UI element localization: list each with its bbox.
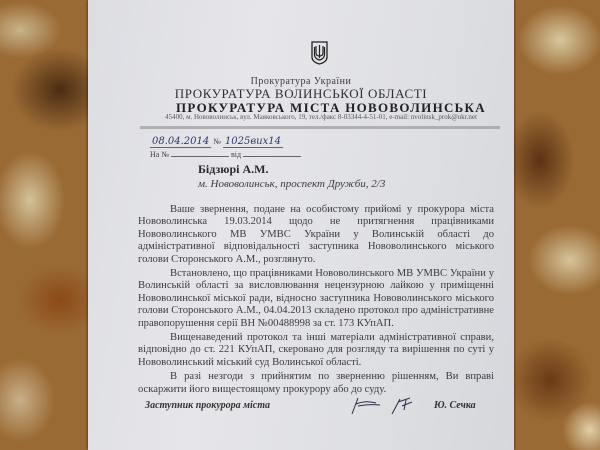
letterhead-divider	[140, 126, 500, 129]
recipient-name: Бідзюрі А.М.	[198, 162, 269, 176]
letterhead-line-1: Прокуратура України	[250, 76, 352, 87]
letter-body	[138, 204, 494, 398]
recipient-address: м. Нововолинськ, проспект Дружби, 2/3	[198, 178, 386, 190]
letter-page	[88, 0, 514, 450]
letterhead-title: ПРОКУРАТУРА МІСТА НОВОВОЛИНСЬКА	[176, 100, 486, 115]
body-paragraph: Ваше звернення, подане на особистому прийомі у прокурора міста Нововолинська 19.03.2014 щодо не притягнення працівниками Нововолинського МВ УМВС України у Волинській області до адміністративної відповідальності заступника Нововолинського міського голови Сторонського А.М., розглянуто.	[138, 204, 494, 265]
outgoing-reference	[150, 136, 283, 148]
body-paragraph: В разі незгоди з прийнятим по зверненню рішенням, Ви вправі оскаржити його вищестоящому прокурору або до суду.	[138, 371, 494, 395]
body-paragraph: Встановлено, що працівниками Нововолинського МВ УМВС України у Волинській області за висловлювання нецензурною лайкою у приміщенні Нововолинської міської ради, відносно заступника Нововолинського міського голови Сторонського А.М., 04.04.2013 складено протокол про адміністративне правопорушення серії ВН №00488998 за ст. 173 КУпАП.	[138, 268, 494, 329]
trident-coat-of-arms-icon	[311, 41, 328, 65]
handwritten-number: 1025вих14	[224, 136, 281, 147]
body-paragraph: Вищенаведений протокол та інші матеріали адміністративної справи, відповідно до ст. 221 КУпАП, скеровано для розгляду та вирішення по суті у Нововолинський міський суд Волинської області.	[138, 332, 494, 368]
from-label: від	[230, 150, 242, 159]
recipient-block	[198, 162, 385, 190]
incoming-reference	[150, 148, 301, 159]
reply-label: На №	[150, 150, 169, 159]
handwritten-signature	[346, 394, 426, 416]
handwritten-date: 08.04.2014	[152, 136, 210, 147]
signatory-title: Заступник прокурора міста	[145, 400, 271, 411]
letterhead-address: 45400, м. Нововолинськ, вул. Маяковського, 19, тел./факс 8-03344-4-51-01, e-mail: nvolinsk_prok@ukr.net	[165, 113, 477, 121]
number-label: №	[213, 137, 221, 146]
letterhead-line-2: ПРОКУРАТУРА ВОЛИНСЬКОЇ ОБЛАСТІ	[174, 86, 428, 101]
reply-date-blank	[243, 148, 301, 157]
signatory-name: Ю. Сечка	[434, 400, 476, 411]
reply-number-blank	[171, 148, 229, 157]
